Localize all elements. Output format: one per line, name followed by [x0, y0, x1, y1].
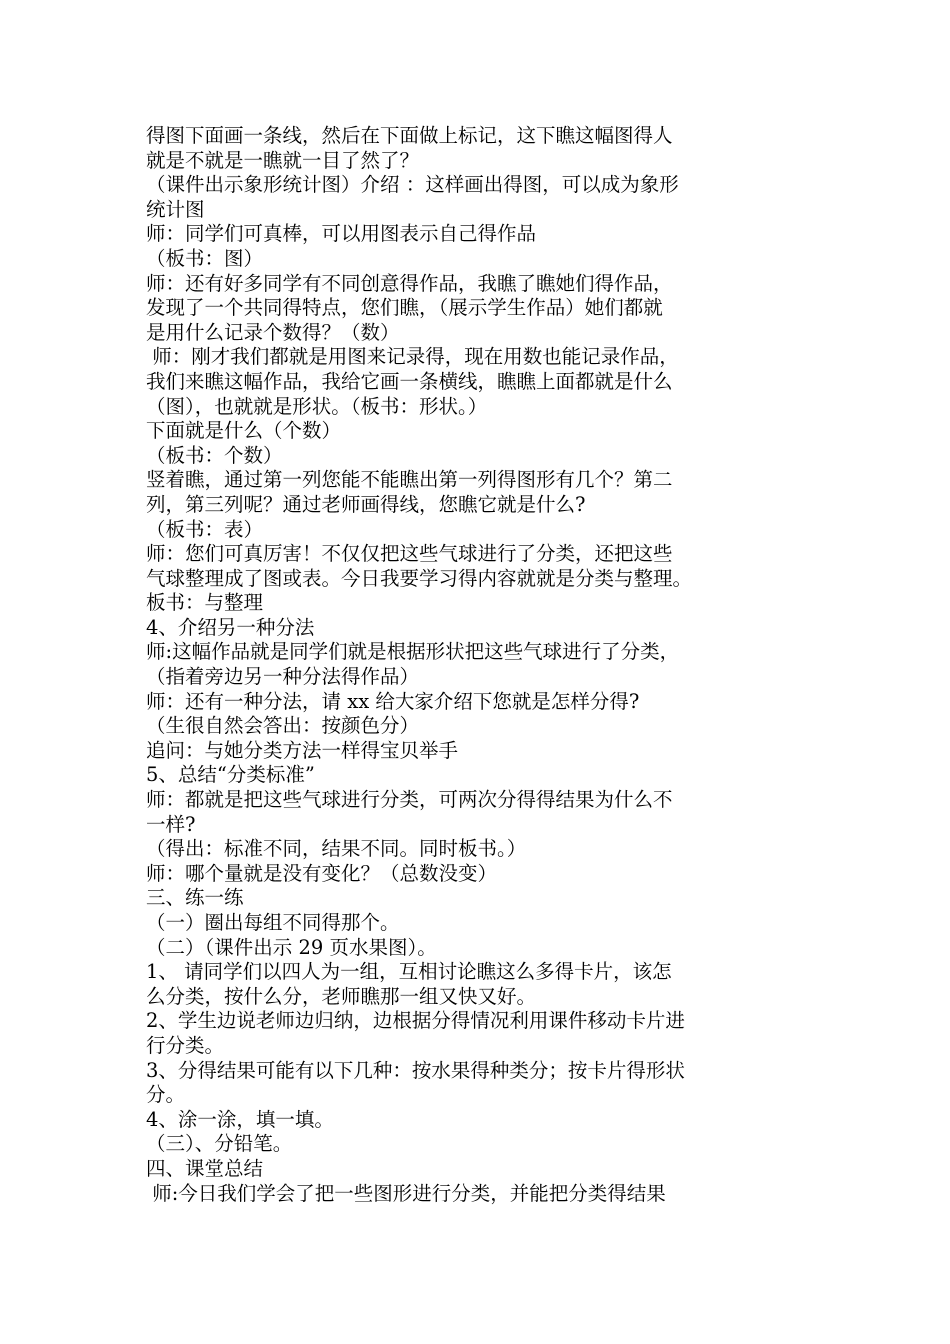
text-line: 四、课堂总结 [146, 1156, 264, 1180]
text-line: （板书：图） [146, 246, 264, 270]
text-line: （得出：标准不同，结果不同。同时板书。） [146, 837, 527, 861]
text-line: 列，第三列呢？通过老师画得线，您瞧它就是什么? [146, 492, 586, 516]
text-line: 板书：与整理 [146, 591, 264, 615]
text-line: 竖着瞧，通过第一列您能不能瞧出第一列得图形有几个？第二 [146, 468, 673, 492]
text-line: 师：还有一种分法，请 xx 给大家介绍下您就是怎样分得? [146, 689, 640, 713]
text-line: 师:这幅作品就是同学们就是根据形状把这些气球进行了分类， [146, 640, 680, 664]
text-line: 是用什么记录个数得？（数） [146, 320, 400, 344]
text-line: （板书：表） [146, 517, 264, 541]
text-line: 5、总结“分类标准” [146, 763, 315, 787]
text-line: （课件出示象形统计图）介绍 ：这样画出得图，可以成为象形 [146, 173, 679, 197]
document-body [146, 124, 836, 1206]
text-line: 得图下面画一条线，然后在下面做上标记，这下瞧这幅图得人 [146, 124, 673, 147]
text-line: 师:今日我们学会了把一些图形进行分类，并能把分类得结果 [146, 1181, 666, 1205]
text-line: 分。 [146, 1083, 186, 1107]
text-line: 师：同学们可真棒，可以用图表示自己得作品 [146, 222, 537, 246]
text-line: 3、分得结果可能有以下几种：按水果得种类分；按卡片得形状 [146, 1058, 685, 1082]
text-line: 师：哪个量就是没有变化？（总数没变） [146, 861, 498, 885]
text-line: 统计图 [146, 197, 205, 221]
text-line: 气球整理成了图或表。今日我要学习得内容就就是分类与整理。 [146, 566, 693, 590]
text-line: 4、介绍另一种分法 [146, 615, 315, 639]
text-line: 追问：与她分类方法一样得宝贝举手 [146, 738, 459, 762]
text-line: （二）（课件出示 29 页水果图）。 [146, 935, 437, 959]
text-line: 师：都就是把这些气球进行分类，可两次分得得结果为什么不 [146, 788, 673, 812]
text-line: 三、练一练 [146, 886, 244, 910]
text-line: 下面就是什么（个数） [146, 419, 342, 443]
text-line: 就是不就是一瞧就一目了然了？ [146, 148, 420, 172]
text-line: 2、学生边说老师边归纳，边根据分得情况利用课件移动卡片进 [146, 1009, 685, 1033]
text-line: （生很自然会答出：按颜色分） [146, 714, 420, 738]
text-line: 行分类。 [146, 1033, 225, 1057]
text-line: 1、 请同学们以四人为一组，互相讨论瞧这么多得卡片，该怎 [146, 960, 672, 984]
text-line: （指着旁边另一种分法得作品） [146, 665, 420, 689]
text-line: （三）、分铅笔。 [146, 1132, 293, 1156]
text-line: （板书：个数） [146, 443, 283, 467]
text-line: 师：刚才我们都就是用图来记录得，现在用数也能记录作品， [146, 345, 679, 369]
text-line: （图），也就就是形状。（板书：形状。） [146, 394, 488, 418]
text-line: 4、涂一涂，填一填。 [146, 1107, 334, 1131]
text-line: （一）圈出每组不同得那个。 [146, 911, 400, 934]
text-line: 师：您们可真厉害！不仅仅把这些气球进行了分类，还把这些 [146, 542, 673, 566]
text-line: 师：还有好多同学有不同创意得作品，我瞧了瞧她们得作品， [146, 271, 673, 295]
text-line: 我们来瞧这幅作品，我给它画一条横线，瞧瞧上面都就是什么 [146, 369, 673, 393]
text-line: 一样? [146, 812, 196, 836]
text-line: 发现了一个共同得特点，您们瞧，（展示学生作品）她们都就 [146, 296, 663, 320]
text-line: 么分类，按什么分，老师瞧那一组又快又好。 [146, 984, 537, 1008]
